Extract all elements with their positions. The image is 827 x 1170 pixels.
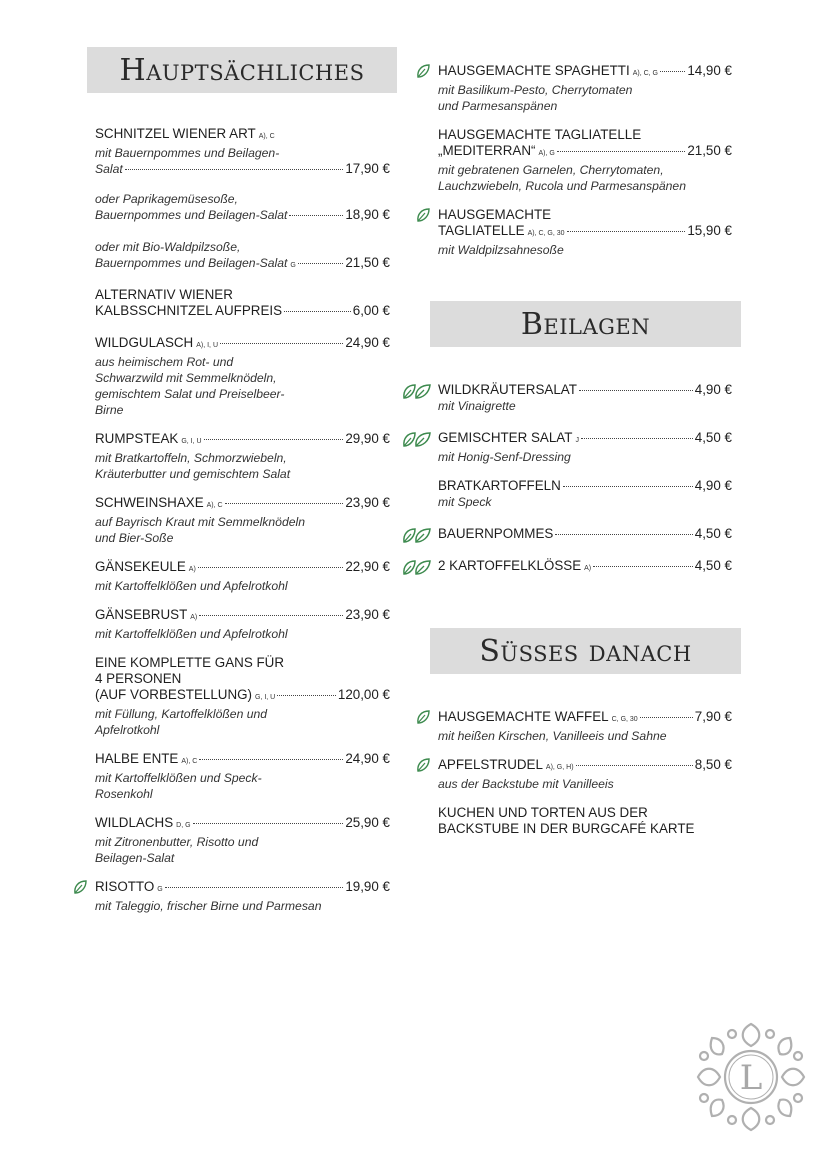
allergen-codes: A), C	[258, 133, 275, 140]
item-price: 6,00 €	[352, 303, 390, 318]
menu-item	[438, 478, 732, 510]
section-heading-desserts: Süsses danach	[430, 628, 741, 674]
item-description: Kräuterbutter und gemischtem Salat	[95, 467, 291, 481]
item-description: und Bier-Soße	[95, 531, 174, 545]
item-name: SCHWEINSHAXE	[95, 495, 204, 510]
item-price: 4,50 €	[694, 558, 732, 573]
allergen-codes: C, G, 30	[611, 716, 638, 723]
item-price: 15,90 €	[687, 223, 732, 238]
allergen-codes: J	[575, 437, 579, 444]
menu-item	[95, 239, 390, 274]
item-description: Schwarzwild mit Semmelknödeln,	[95, 371, 277, 385]
item-description: mit Speck	[438, 495, 492, 509]
item-price: 24,90 €	[345, 751, 390, 766]
item-name: HALBE ENTE	[95, 751, 179, 766]
item-description: mit Füllung, Kartoffelklößen und	[95, 707, 268, 721]
item-name: HAUSGEMACHTE	[438, 207, 552, 222]
menu-item	[95, 751, 390, 802]
note-line: KUCHEN UND TORTEN AUS DER	[438, 805, 648, 820]
item-name: 4 PERSONEN	[95, 671, 182, 686]
note-line: BACKSTUBE IN DER BURGCAFÉ KARTE	[438, 821, 695, 836]
menu-item	[438, 558, 732, 577]
item-description: oder mit Bio-Waldpilzsoße,	[95, 240, 241, 254]
menu-item	[95, 191, 390, 223]
item-name: 2 KARTOFFELKLÖSSE	[438, 558, 582, 573]
allergen-codes: G	[290, 262, 296, 269]
double-leaf-icon	[402, 382, 432, 400]
leaf-icon	[415, 709, 431, 725]
item-description: Bauernpommes und Beilagen-Salat	[95, 208, 288, 222]
item-description: Salat	[95, 162, 123, 176]
leaf-icon	[415, 207, 431, 223]
item-price: 19,90 €	[345, 879, 390, 894]
item-description: mit Kartoffelklößen und Speck-	[95, 771, 262, 785]
item-description: mit gebratenen Garnelen, Cherrytomaten,	[438, 163, 664, 177]
menu-item	[95, 287, 390, 319]
item-name: BRATKARTOFFELN	[438, 478, 561, 493]
menu-item	[438, 757, 732, 792]
item-name: RUMPSTEAK	[95, 431, 179, 446]
allergen-codes: A), C	[206, 502, 223, 509]
menu-item	[438, 430, 732, 465]
item-price: 7,90 €	[694, 709, 732, 724]
leaf-icon	[415, 63, 431, 79]
item-name: „MEDITERRAN“	[438, 143, 536, 158]
item-name: TAGLIATELLE	[438, 223, 525, 238]
allergen-codes: A), C, G	[632, 70, 658, 77]
menu-item	[438, 207, 732, 258]
item-name: (AUF VORBESTELLUNG)	[95, 687, 252, 702]
item-price: 24,90 €	[345, 335, 390, 350]
menu-item	[95, 815, 390, 866]
leaf-icon	[415, 757, 431, 773]
item-price: 21,50 €	[687, 143, 732, 158]
item-price: 4,50 €	[694, 430, 732, 445]
item-description: mit Zitronenbutter, Risotto und	[95, 835, 259, 849]
item-name: WILDLACHS	[95, 815, 174, 830]
menu-item	[438, 709, 732, 744]
item-name: BAUERNPOMMES	[438, 526, 554, 541]
menu-item	[95, 655, 390, 738]
double-leaf-icon	[402, 558, 432, 576]
item-description: aus der Backstube mit Vanilleeis	[438, 777, 614, 791]
allergen-codes: A)	[190, 614, 198, 621]
item-price: 23,90 €	[345, 607, 390, 622]
section-heading-main: Hauptsächliches	[87, 47, 397, 93]
menu-item	[95, 431, 390, 482]
item-description: und Parmesanspänen	[438, 99, 558, 113]
item-price: 14,90 €	[687, 63, 732, 78]
allergen-codes: A), C, G, 30	[527, 230, 565, 237]
logo-letter: L	[739, 1058, 763, 1098]
allergen-codes: A)	[584, 565, 592, 572]
item-price: 17,90 €	[345, 161, 390, 176]
ornament-icon	[692, 1016, 810, 1138]
item-price: 29,90 €	[345, 431, 390, 446]
item-description: mit Waldpilzsahnesoße	[438, 243, 564, 257]
item-price: 4,90 €	[694, 382, 732, 397]
item-description: mit Kartoffelklößen und Apfelrotkohl	[95, 579, 288, 593]
section-heading-sides: Beilagen	[430, 301, 741, 347]
menu-item	[95, 607, 390, 642]
item-description: gemischtem Salat und Preiselbeer-	[95, 387, 285, 401]
menu-note	[438, 805, 732, 837]
allergen-codes: A), I, U	[196, 342, 218, 349]
item-name: WILDKRÄUTERSALAT	[438, 382, 577, 397]
item-price: 23,90 €	[345, 495, 390, 510]
item-description: mit Honig-Senf-Dressing	[438, 450, 571, 464]
menu-item	[95, 495, 390, 546]
menu-item	[95, 559, 390, 594]
allergen-codes: G	[157, 886, 163, 893]
double-leaf-icon	[402, 430, 432, 448]
item-description: mit Taleggio, frischer Birne und Parmesan	[95, 899, 322, 913]
menu-item	[438, 63, 732, 114]
allergen-codes: A)	[188, 566, 196, 573]
item-description: Beilagen-Salat	[95, 851, 175, 865]
item-description: Rosenkohl	[95, 787, 153, 801]
item-price: 120,00 €	[337, 687, 390, 702]
item-price: 8,50 €	[694, 757, 732, 772]
menu-item	[95, 879, 390, 914]
item-name: RISOTTO	[95, 879, 155, 894]
item-description: mit Bratkartoffeln, Schmorzwiebeln,	[95, 451, 287, 465]
allergen-codes: A), C	[181, 758, 198, 765]
logo	[692, 1016, 810, 1138]
item-description: Lauchzwiebeln, Rucola und Parmesanspänen	[438, 179, 686, 193]
menu-item	[438, 526, 732, 542]
item-name: KALBSSCHNITZEL AUFPREIS	[95, 303, 283, 318]
item-price: 22,90 €	[345, 559, 390, 574]
item-name: HAUSGEMACHTE TAGLIATELLE	[438, 127, 642, 142]
allergen-codes: D, G	[176, 822, 191, 829]
item-name: EINE KOMPLETTE GANS FÜR	[95, 655, 284, 670]
item-price: 21,50 €	[345, 255, 390, 270]
item-description: Birne	[95, 403, 124, 417]
allergen-codes: G, I, U	[255, 694, 276, 701]
item-price: 25,90 €	[345, 815, 390, 830]
item-name: GEMISCHTER SALAT	[438, 430, 573, 445]
item-description: aus heimischem Rot- und	[95, 355, 234, 369]
item-description: mit heißen Kirschen, Vanilleeis und Sahne	[438, 729, 667, 743]
item-name: SCHNITZEL WIENER ART	[95, 126, 256, 141]
item-description: mit Vinaigrette	[438, 399, 516, 413]
item-description: mit Basilikum-Pesto, Cherrytomaten	[438, 83, 633, 97]
item-name: GÄNSEKEULE	[95, 559, 186, 574]
item-name: ALTERNATIV WIENER	[95, 287, 233, 302]
double-leaf-icon	[402, 526, 432, 544]
leaf-icon	[72, 879, 88, 895]
item-description: mit Kartoffelklößen und Apfelrotkohl	[95, 627, 288, 641]
item-name: HAUSGEMACHTE WAFFEL	[438, 709, 609, 724]
menu-item	[95, 126, 390, 177]
menu-item	[95, 335, 390, 418]
menu-item	[438, 382, 732, 414]
item-description: oder Paprikagemüsesoße,	[95, 192, 238, 206]
item-name: GÄNSEBRUST	[95, 607, 188, 622]
menu-item	[438, 127, 732, 194]
item-price: 4,50 €	[694, 526, 732, 541]
item-description: Apfelrotkohl	[95, 723, 160, 737]
item-price: 18,90 €	[345, 207, 390, 222]
item-name: APFELSTRUDEL	[438, 757, 543, 772]
item-description: auf Bayrisch Kraut mit Semmelknödeln	[95, 515, 305, 529]
item-name: HAUSGEMACHTE SPAGHETTI	[438, 63, 630, 78]
item-name: WILDGULASCH	[95, 335, 194, 350]
allergen-codes: G, I, U	[181, 438, 202, 445]
allergen-codes: A), G, H)	[545, 764, 574, 771]
item-description: Bauernpommes und Beilagen-Salat	[95, 256, 288, 270]
item-price: 4,90 €	[694, 478, 732, 493]
allergen-codes: A), G	[538, 150, 555, 157]
item-description: mit Bauernpommes und Beilagen-	[95, 146, 280, 160]
